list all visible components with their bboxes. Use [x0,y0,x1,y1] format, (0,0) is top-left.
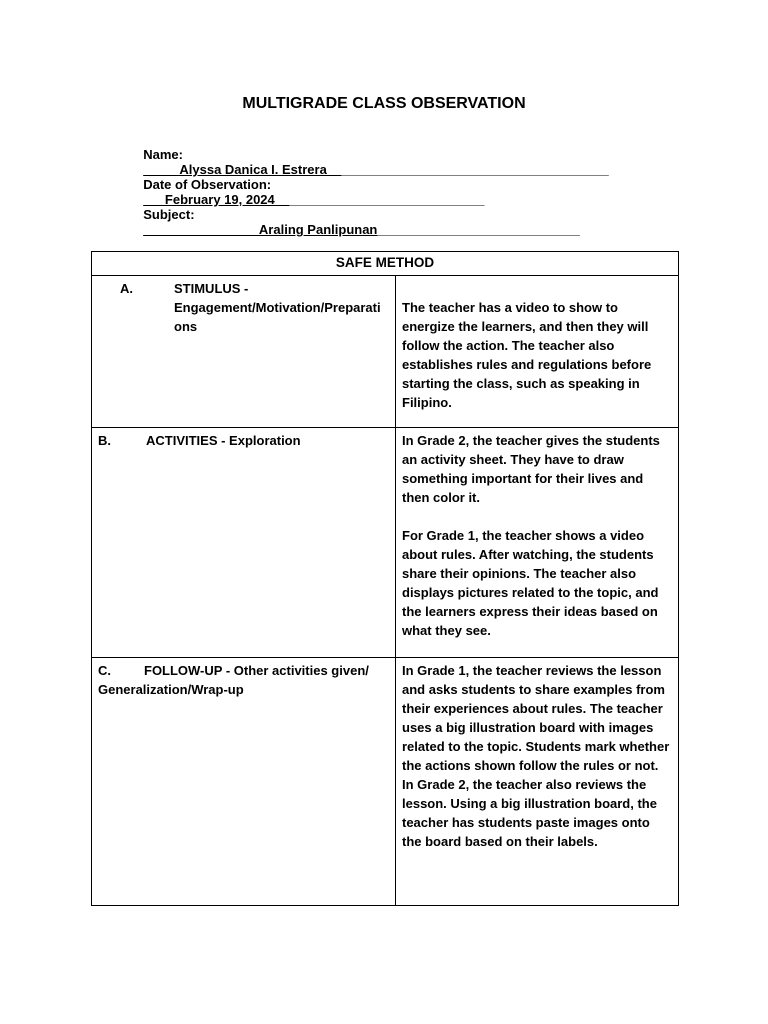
date-label: Date of Observation: [143,177,272,192]
page-title: MULTIGRADE CLASS OBSERVATION [242,95,526,112]
followup-cell [92,658,396,906]
table-row [92,428,679,658]
stimulus-cell [92,276,396,428]
subject-label: Subject: [143,207,195,222]
table-row [92,276,679,428]
observation-paragraph: In Grade 2, the teacher gives the students an activity sheet. They have to draw something important for their lives and then color it. [402,433,660,505]
name-underline: _____________________________________ [341,162,609,177]
activities-observation [396,428,679,658]
observation-paragraph: For Grade 1, the teacher shows a video about rules. After watching, the students share their opinions. The teacher also displays pictures related to the topic, and the learners express their ideas based on what they see. [402,528,659,638]
observation-paragraph: In Grade 2, the teacher also reviews the lesson. Using a big illustration board, the teacher has students paste images onto the board based on their labels. [402,777,657,849]
row-letter: C. [98,663,111,678]
activities-cell [92,428,396,658]
followup-observation [396,658,679,906]
table-header-row [92,252,679,276]
name-label: Name: [143,147,183,162]
observation-paragraph: The teacher has a video to show to energize the learners, and then they will follow the action. The teacher also establishes rules and regulations before starting the class, such as speaking in Filipino. [402,300,652,410]
observation-paragraph: In Grade 1, the teacher reviews the lesson and asks students to share examples from their experiences about rules. The teacher uses a big illustration board with images related to the topic. Students mark whether the actions shown follow the rules or not. [402,663,670,773]
row-label-2: Engagement/Motivation/Preparati [174,300,381,315]
name-value: _____Alyssa Danica I. Estrera__ [143,162,342,177]
row-letter: B. [98,433,111,448]
table-header: SAFE METHOD [92,252,679,276]
subject-field [136,192,580,237]
date-underline: ___________________________ [289,192,485,207]
row-label: STIMULUS - [174,281,249,296]
row-label: ACTIVITIES - Exploration [146,433,301,448]
subject-underline: ____________________________ [377,222,580,237]
table-row [92,658,679,906]
row-label: FOLLOW-UP - Other activities given/ [144,663,369,678]
row-letter: A. [120,281,133,296]
row-label-2: Generalization/Wrap-up [98,682,244,697]
row-label-3: ons [174,319,198,334]
observation-table [91,251,679,906]
date-value: ___February 19, 2024__ [143,192,290,207]
subject-value: ________________Araling Panlipunan [143,222,378,237]
stimulus-observation [396,276,679,428]
